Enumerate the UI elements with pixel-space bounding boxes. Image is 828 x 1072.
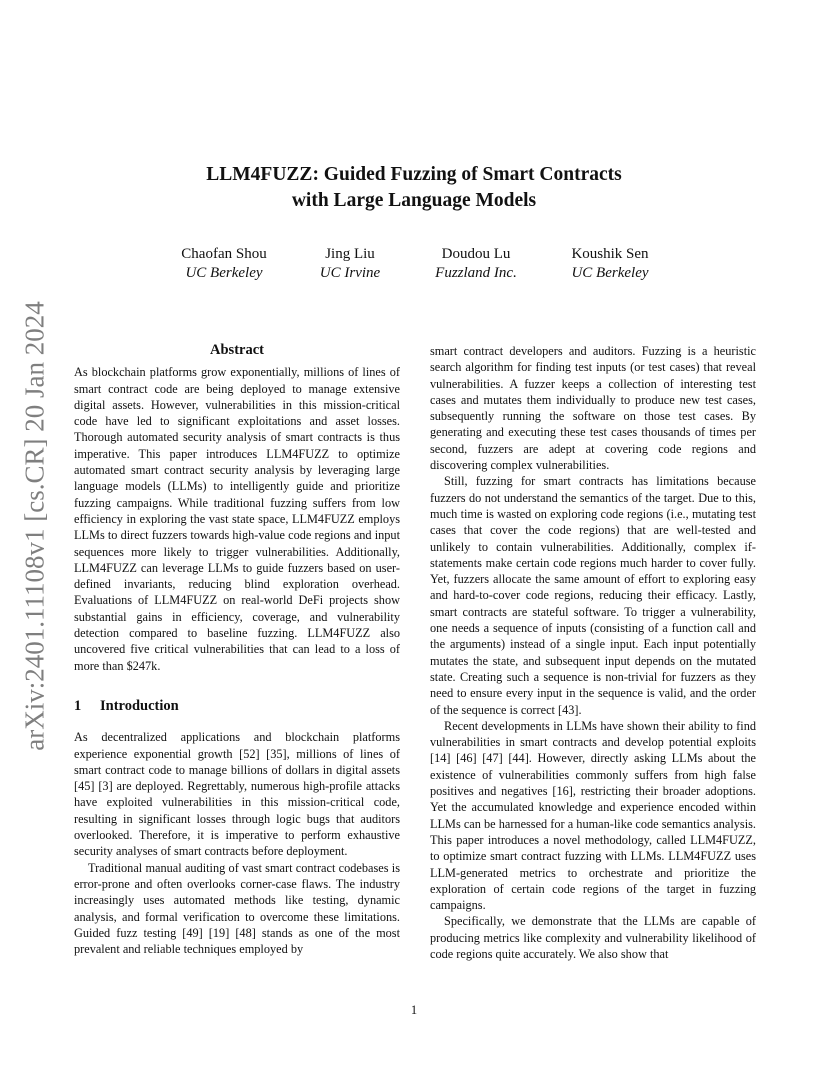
author-affiliation: UC Irvine: [319, 265, 381, 281]
author-name: Koushik Sen: [571, 246, 649, 262]
section-title: Introduction: [100, 697, 179, 714]
author: [160, 245, 288, 283]
section-heading: [74, 698, 400, 714]
abstract-text: As blockchain platforms grow exponentially, millions of lines of smart contract code are being deployed to manage extensive digital assets. However, vulnerabilities in this mission-critical code have led to significant exploitations and asset losses. Thorough automated security analysis of smart contracts is thus imperative. This paper introduces LLM4FUZZ to optimize automated smart contract security analysis by leveraging large language models (LLMs) to intelligently guide and prioritize fuzzing campaigns. While traditional fuzzing suffers from low efficiency in exploring the vast state space, LLM4FUZZ employs LLMs to direct fuzzers towards high-value code regions and input sequences more likely to trigger vulnerabilities. Additionally, LLM4FUZZ can leverage LLMs to guide fuzzers based on user-defined invariants, reducing blind exploration overhead. Evaluations of LLM4FUZZ on real-world DeFi projects show substantial gains in efficiency, coverage, and vulnerability detection compared to baseline fuzzing. LLM4FUZZ also uncovered five critical vulnerabilities that can lead to a loss of more than $247k.: [74, 365, 400, 673]
author: [420, 245, 532, 283]
author: [552, 245, 668, 283]
author-name: Chaofan Shou: [181, 246, 267, 262]
right-paragraph-2: Still, fuzzing for smart contracts has limitations because fuzzers do not understand the semantics of the target. Due to this, much time is wasted on exploring code regions (i.e., mutating test cases that cover the code regions) that are well-tested and unlikely to contain vulnerabilities. Additionally, complex if-statements make certain code regions much harder to cover fully. Yet, fuzzers allocate the same amount of effort to exploring easy and hard-to-cover code regions, reducing their efficacy. Lastly, smart contracts are stateful software. To trigger a vulnerability, one needs a sequence of inputs (consisting of a function call and the arguments) instead of a single input. Each input potentially mutates the state, and subsequent input depends on the mutated state. Creating such a sequence is non-trivial for fuzzers as they need to ensure every input in the sequence is valid, and the order of the sequence is correct [43].: [430, 474, 756, 717]
intro-paragraph-2: Traditional manual auditing of vast smart contract codebases is error-prone and often overlooks corner-case flaws. The industry increasingly uses automated methods like testing, dynamic analysis, and formal verification to overcome these limitations. Guided fuzz testing [49] [19] [48] stands as one of the most prevalent and reliable techniques employed by: [74, 860, 400, 957]
author-name: Doudou Lu: [441, 246, 511, 262]
right-paragraph-4: Specifically, we demonstrate that the LLMs are capable of producing metrics like complexity and vulnerability likelihood of code regions quite accurately. We also show that: [430, 914, 756, 961]
paper-title: [0, 162, 828, 214]
right-column: [430, 343, 756, 962]
arxiv-stamp: arXiv:2401.11108v1 [cs.CR] 20 Jan 2024: [19, 301, 50, 751]
author-affiliation: Fuzzland Inc.: [435, 265, 517, 281]
title-line-2: with Large Language Models: [291, 190, 537, 211]
right-paragraph-1: smart contract developers and auditors. Fuzzing is a heuristic search algorithm for finding test inputs (or test cases) that reveal vulnerabilities. A fuzzer keeps a collection of interesting test cases and mutates them individually to produce new test cases, subsequently running the software on those test cases. By generating and executing these test cases thousands of times per second, fuzzers are adept at covering code regions and discovering complex vulnerabilities.: [430, 344, 756, 473]
section-number: 1: [74, 697, 82, 714]
author: [300, 245, 400, 283]
author-list: [0, 245, 828, 289]
author-affiliation: UC Berkeley: [571, 265, 649, 281]
intro-paragraph-1: As decentralized applications and blockchain platforms experience exponential growth [52] [35], millions of lines of smart contract code to manage billions of dollars in digital assets [45] [3] are deployed. Regrettably, numerous high-profile attacks have exploited vulnerabilities in this mission-critical code, resulting in significant losses through logic bugs that auditors overlooked. Therefore, it is imperative to perform exhaustive security analyses of smart contracts before deployment.: [74, 730, 400, 859]
left-column: [74, 342, 400, 957]
author-affiliation: UC Berkeley: [185, 265, 263, 281]
page-number: 1: [410, 1003, 418, 1017]
right-paragraph-3: Recent developments in LLMs have shown their ability to find vulnerabilities in smart contracts and develop potential exploits [14] [46] [47] [44]. However, directly asking LLMs about the existence of vulnerabilities commonly suffers from high false positives and negatives [16], restricting their broader adoptions. Yet the accumulated knowledge and experience encoded within LLMs can be harnessed for a human-like code semantics analysis. This paper introduces a novel methodology, called LLM4FUZZ, to optimize smart contract fuzzing with LLMs. LLM4FUZZ uses LLM-generated metrics to orchestrate and prioritize the exploration of certain code regions of the target in fuzzing campaigns.: [430, 718, 756, 913]
author-name: Jing Liu: [325, 246, 375, 262]
title-line-1: LLM4FUZZ: Guided Fuzzing of Smart Contracts: [206, 164, 622, 185]
abstract-heading: Abstract: [210, 342, 264, 358]
